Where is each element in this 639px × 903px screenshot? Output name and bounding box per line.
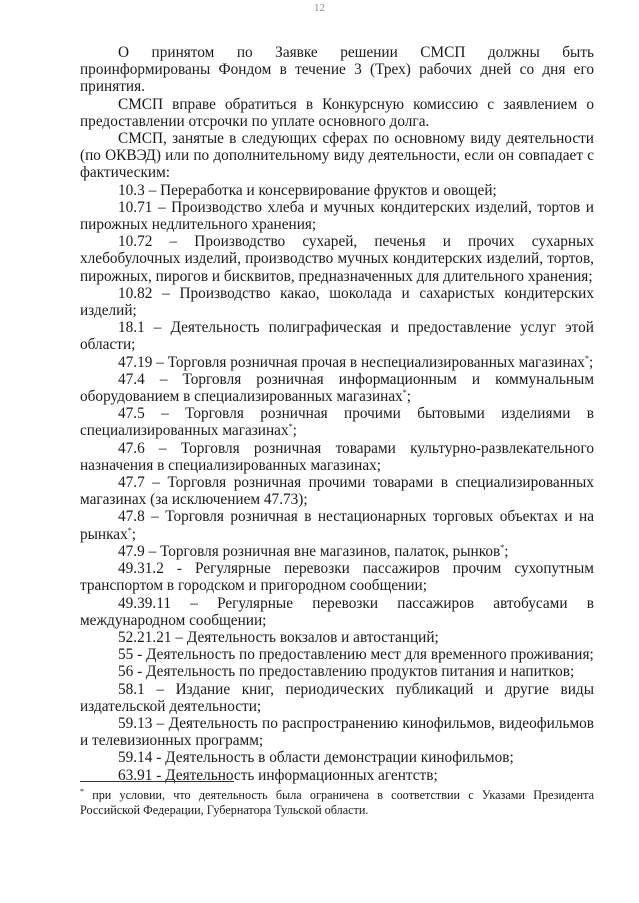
okved-item-text: 10.71 – Производство хлеба и мучных кондитерских изделий, тортов и пирожных недлительного хранения; bbox=[80, 198, 594, 234]
okved-item bbox=[80, 560, 594, 594]
footnote-ref-mark: * bbox=[584, 353, 589, 363]
footnote-ref-mark: * bbox=[127, 525, 132, 535]
okved-item-text: 52.21.21 – Деятельность вокзалов и автостанций; bbox=[118, 628, 439, 646]
okved-item bbox=[80, 405, 594, 439]
okved-item-tail: ; bbox=[504, 542, 509, 560]
okved-item-text: 10.3 – Переработка и консервирование фруктов и овощей; bbox=[118, 181, 497, 199]
okved-item bbox=[80, 319, 594, 353]
footnote-text: при условии, что деятельность была ограничена в соответствии с Указами Президента Российской Федерации, Губернатора Тульской области. bbox=[80, 788, 594, 817]
okved-item bbox=[80, 543, 594, 560]
okved-item-text: 49.39.11 – Регулярные перевозки пассажиров автобусами в международном сообщении; bbox=[80, 594, 594, 629]
footnote-ref-mark: * bbox=[402, 387, 407, 397]
footnote-ref-mark: * bbox=[500, 542, 505, 552]
okved-item-text: 55 - Деятельность по предоставлению мест для временного проживания; bbox=[118, 646, 594, 664]
document-body bbox=[80, 44, 594, 784]
footnote-divider bbox=[80, 781, 234, 782]
okved-item-text: 49.31.2 - Регулярные перевозки пассажиров прочим сухопутным транспортом в городском и пригородном сообщении; bbox=[80, 560, 594, 595]
paragraph-deferral: СМСП вправе обратиться в Конкурсную комиссию с заявлением о предоставлении отсрочки по уплате основного долга. bbox=[80, 95, 594, 130]
okved-item bbox=[80, 629, 594, 646]
okved-item-text: 47.9 – Торговля розничная вне магазинов, палаток, рынков bbox=[118, 542, 501, 560]
okved-item bbox=[80, 749, 594, 766]
okved-item bbox=[80, 371, 594, 405]
okved-item-text: 47.7 – Торговля розничная прочими товарами в специализированных магазинах (за исключением 47.73); bbox=[80, 474, 594, 509]
okved-item bbox=[80, 663, 594, 680]
okved-item-text: 18.1 – Деятельность полиграфическая и предоставление услуг этой области; bbox=[80, 319, 594, 354]
okved-item-text: 47.8 – Торговля розничная в нестационарных торговых объектах и на рынках bbox=[80, 508, 594, 543]
okved-item bbox=[80, 285, 594, 319]
okved-list bbox=[80, 182, 594, 784]
okved-item bbox=[80, 595, 594, 629]
okved-item bbox=[80, 715, 594, 749]
okved-item bbox=[80, 199, 594, 233]
okved-item bbox=[80, 646, 594, 663]
okved-item-text: 47.5 – Торговля розничная прочими бытовыми изделиями в специализированных магазинах bbox=[80, 405, 594, 440]
paragraph-notification: О принятом по Заявке решении СМСП должны быть проинформированы Фондом в течение 3 (Трех) рабочих дней со дня его принятия. bbox=[80, 44, 594, 96]
okved-item-text: 10.72 – Производство сухарей, печенья и прочих сухарных хлебобулочных изделий, производство мучных кондитерских изделий, тортов, пирожных, пирогов и бисквитов, предназначенных для длительного хранения; bbox=[80, 233, 594, 285]
okved-item-text: 59.14 - Деятельность в области демонстрации кинофильмов; bbox=[118, 749, 514, 767]
okved-item-tail: ; bbox=[406, 388, 412, 406]
okved-item-text: 58.1 – Издание книг, периодических публикаций и другие виды издательской деятельности; bbox=[80, 680, 594, 715]
okved-item bbox=[80, 440, 594, 474]
okved-item-tail: ; bbox=[131, 525, 137, 543]
okved-item-text: 56 - Деятельность по предоставлению продуктов питания и напитков; bbox=[118, 663, 575, 681]
paragraph-okved-intro: СМСП, занятые в следующих сферах по основному виду деятельности (по ОКВЭД) или по дополнительному виду деятельности, если он совпадает с фактическим: bbox=[80, 130, 594, 182]
footnote bbox=[80, 788, 594, 818]
okved-item bbox=[80, 474, 594, 508]
okved-item bbox=[80, 182, 594, 199]
okved-item-text: 47.4 – Торговля розничная информационным и коммунальным оборудованием в специализированных магазинах bbox=[80, 370, 594, 406]
okved-item bbox=[80, 233, 594, 285]
okved-item bbox=[80, 508, 594, 542]
okved-item-tail: ; bbox=[588, 353, 594, 371]
okved-item-text: 47.19 – Торговля розничная прочая в неспециализированных магазинах bbox=[118, 353, 585, 371]
okved-item-text: 47.6 – Торговля розничная товарами культурно-развлекательного назначения в специализированных магазинах; bbox=[80, 439, 594, 474]
okved-item-text: 63.91 - Деятельность информационных агентств; bbox=[118, 766, 438, 784]
okved-item bbox=[80, 681, 594, 715]
okved-item bbox=[80, 354, 594, 371]
okved-item-text: 10.82 – Производство какао, шоколада и сахаристых кондитерских изделий; bbox=[80, 284, 594, 320]
footnote-ref-mark: * bbox=[288, 422, 293, 432]
page-number: 12 bbox=[314, 2, 325, 14]
footnote-mark: * bbox=[80, 786, 84, 796]
okved-item-text: 59.13 – Деятельность по распространению кинофильмов, видеофильмов и телевизионных программ; bbox=[80, 714, 594, 750]
okved-item-tail: ; bbox=[292, 422, 297, 440]
